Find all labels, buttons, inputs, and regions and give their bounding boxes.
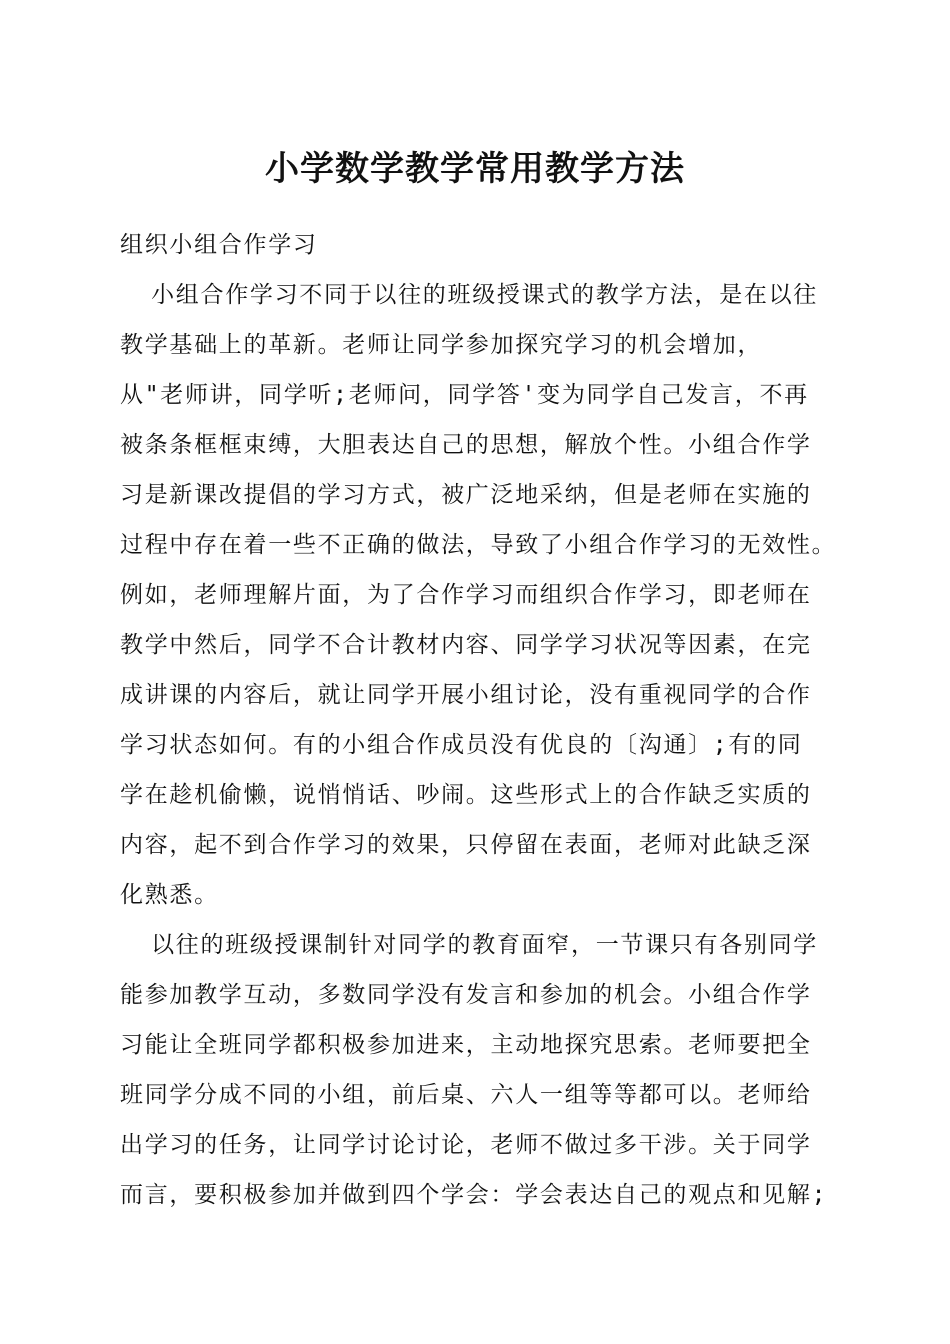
section-heading: 组织小组合作学习 (120, 232, 318, 258)
body-line: 习是新课改提倡的学习方式，被广泛地采纳，但是老师在实施的 (120, 482, 812, 508)
body-line: 而言，要积极参加并做到四个学会：学会表达自己的观点和见解; (120, 1182, 828, 1208)
body-line: 化熟悉。 (120, 882, 219, 908)
body-line: 从"老师讲，同学听;老师问，同学答'变为同学自己发言，不再 (120, 382, 809, 408)
body-line: 出学习的任务，让同学讨论讨论，老师不做过多干涉。关于同学 (120, 1132, 812, 1158)
body-line: 能参加教学互动，多数同学没有发言和参加的机会。小组合作学 (120, 982, 812, 1008)
body-line: 被条条框框束缚，大胆表达自己的思想，解放个性。小组合作学 (120, 432, 812, 458)
body-line: 班同学分成不同的小组，前后桌、六人一组等等都可以。老师给 (120, 1082, 812, 1108)
body-line: 例如，老师理解片面，为了合作学习而组织合作学习，即老师在 (120, 582, 812, 608)
document-title: 小学数学教学常用教学方法 (265, 149, 685, 189)
body-line: 过程中存在着一些不正确的做法，导致了小组合作学习的无效性。 (120, 532, 837, 558)
body-line: 教学基础上的革新。老师让同学参加探究学习的机会增加， (120, 332, 763, 358)
body-line: 习能让全班同学都积极参加进来，主动地探究思索。老师要把全 (120, 1032, 812, 1058)
body-line: 成讲课的内容后，就让同学开展小组讨论，没有重视同学的合作 (120, 682, 812, 708)
body-line: 以往的班级授课制针对同学的教育面窄，一节课只有各别同学 (120, 932, 818, 958)
body-line: 小组合作学习不同于以往的班级授课式的教学方法，是在以往 (120, 282, 818, 308)
document-body (120, 220, 850, 1220)
body-line: 学在趁机偷懒，说悄悄话、吵闹。这些形式上的合作缺乏实质的 (120, 782, 812, 808)
body-line: 学习状态如何。有的小组合作成员没有优良的〔沟通〕;有的同 (120, 732, 803, 758)
body-line: 教学中然后，同学不合计教材内容、同学学习状况等因素，在完 (120, 632, 812, 658)
body-line: 内容，起不到合作学习的效果，只停留在表面，老师对此缺乏深 (120, 832, 812, 858)
